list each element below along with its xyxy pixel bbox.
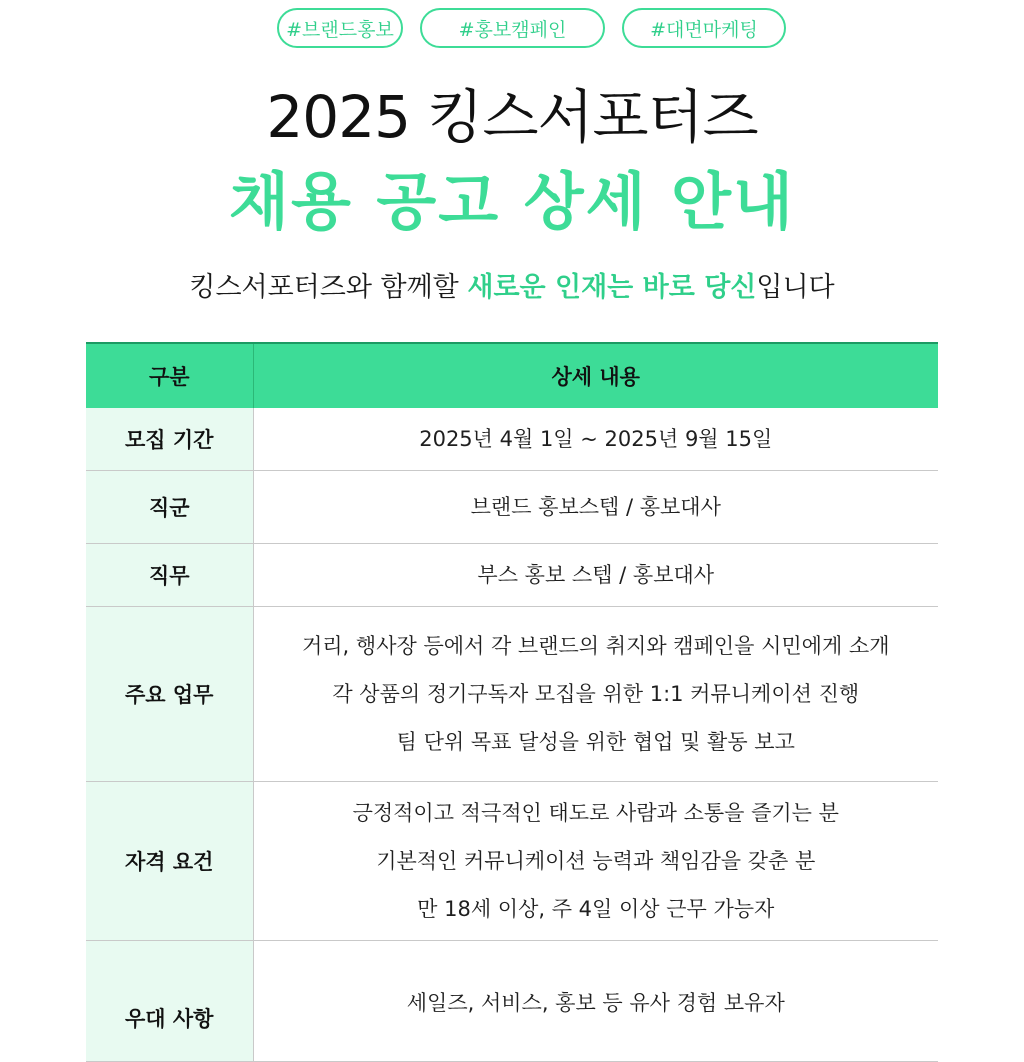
- content-line: 기본적인 커뮤니케이션 능력과 책임감을 갖춘 분: [376, 849, 816, 873]
- table-row-recruit-period: [86, 408, 938, 471]
- hashtag-bar: [0, 8, 1024, 50]
- row-label-text: 우대 사항: [125, 1007, 214, 1031]
- hashtag-face-to-face-marketing[interactable]: #대면마케팅: [622, 8, 786, 48]
- tagline-prefix: 킹스서포터즈와 함께할: [189, 272, 468, 303]
- content-line: 브랜드 홍보스텝 / 홍보대사: [470, 495, 721, 519]
- row-content: [253, 607, 938, 782]
- page-subtitle: 채용 공고 상세 안내: [229, 165, 795, 238]
- job-details-table: [86, 342, 938, 1062]
- row-content-inner: [254, 941, 939, 1027]
- row-label: 주요 업무: [86, 607, 253, 782]
- content-line: 긍정적이고 적극적인 태도로 사람과 소통을 즐기는 분: [352, 801, 839, 825]
- table-row-preferred: [86, 941, 938, 1062]
- table-row-job-role: [86, 544, 938, 607]
- table-row-main-duties: [86, 607, 938, 782]
- content-line: 세일즈, 서비스, 홍보 등 유사 경험 보유자: [406, 991, 785, 1015]
- table-header-row: [86, 343, 938, 408]
- row-content: [253, 941, 938, 1062]
- content-line: 거리, 행사장 등에서 각 브랜드의 취지와 캠페인을 시민에게 소개: [301, 634, 890, 658]
- table-row-qualifications: [86, 782, 938, 941]
- row-label: 모집 기간: [86, 408, 253, 471]
- content-line: 2025년 4월 1일 ~ 2025년 9월 15일: [419, 427, 773, 451]
- header-details: 상세 내용: [253, 343, 938, 408]
- tagline-highlight: 새로운 인재는 바로 당신: [467, 272, 757, 303]
- hashtag-brand-promotion[interactable]: #브랜드홍보: [277, 8, 403, 48]
- content-line: 팀 단위 목표 달성을 위한 협업 및 활동 보고: [396, 730, 795, 754]
- row-content: [253, 782, 938, 941]
- row-content: [253, 471, 938, 544]
- row-content: [253, 544, 938, 607]
- table-row-job-group: [86, 471, 938, 544]
- content-line: 만 18세 이상, 주 4일 이상 근무 가능자: [417, 897, 775, 921]
- row-label: 자격 요건: [86, 782, 253, 941]
- row-label: [86, 941, 253, 1062]
- page-title: 2025 킹스서포터즈: [266, 83, 758, 151]
- tagline: [0, 266, 1024, 310]
- row-label: 직군: [86, 471, 253, 544]
- tagline-suffix: 입니다: [756, 272, 835, 303]
- hashtag-promotion-campaign[interactable]: #홍보캠페인: [420, 8, 605, 48]
- header-category: 구분: [86, 343, 253, 408]
- row-label: 직무: [86, 544, 253, 607]
- content-line: 부스 홍보 스텝 / 홍보대사: [477, 563, 715, 587]
- content-line: 각 상품의 정기구독자 모집을 위한 1:1 커뮤니케이션 진행: [332, 682, 860, 706]
- row-content: [253, 408, 938, 471]
